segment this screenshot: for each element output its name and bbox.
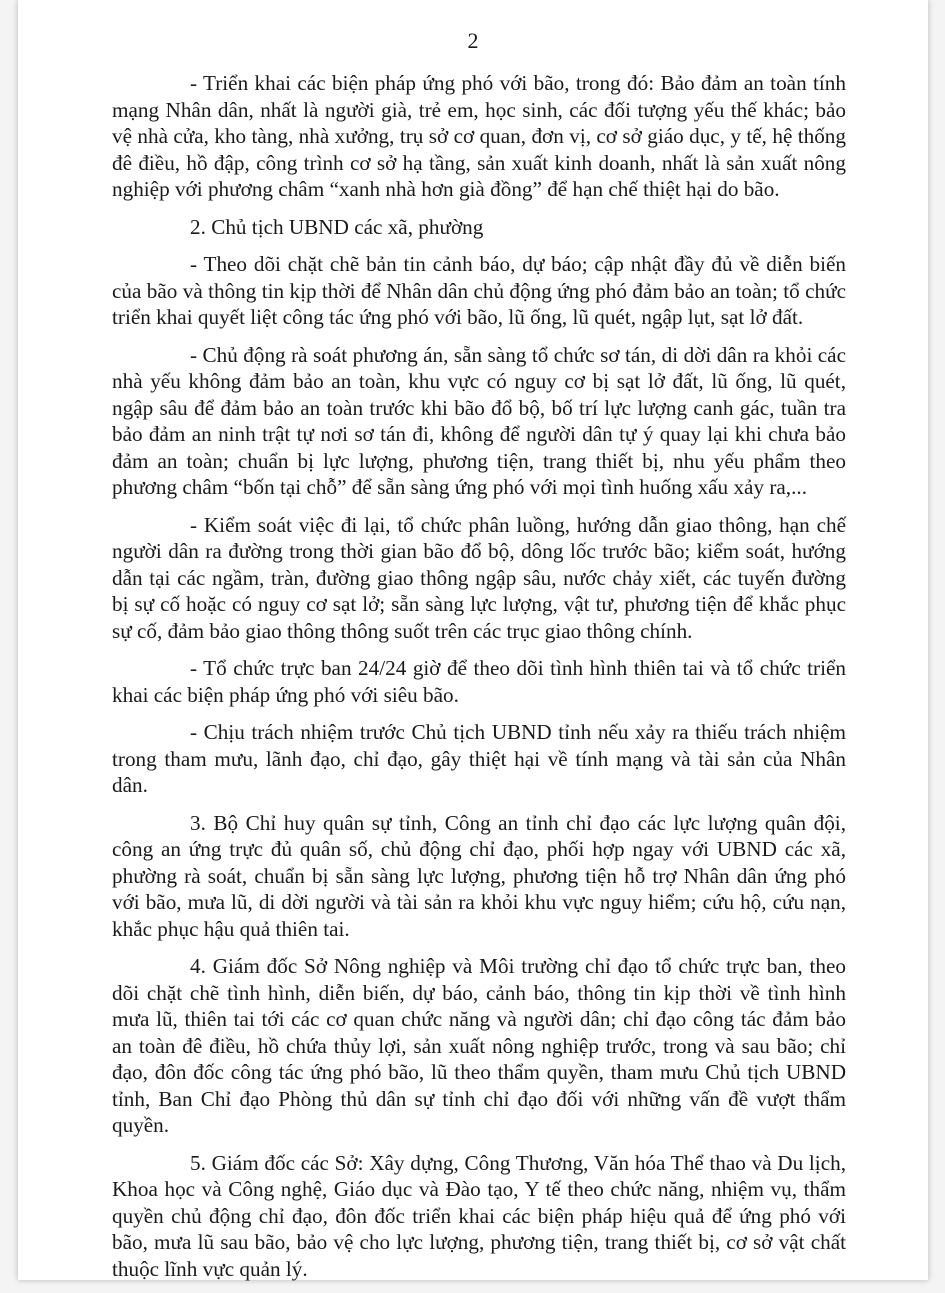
paragraph-traffic-control: - Kiểm soát việc đi lại, tổ chức phân luồng, hướng dẫn giao thông, hạn chế người dân ra đường trong thời gian bão đổ bộ, dông lốc trước bão; kiểm soát, hướng dẫn tại các ngầm, tràn, đường giao thông ngập sâu, nước chảy xiết, các tuyến đường bị sự cố hoặc có nguy cơ sạt lở; sẵn sàng lực lượng, vật tư, phương tiện để khắc phục sự cố, đảm bảo giao thông thông suốt trên các trục giao thông chính.: [112, 512, 846, 643]
paragraph-responsibility: - Chịu trách nhiệm trước Chủ tịch UBND tỉnh nếu xảy ra thiếu trách nhiệm trong tham mưu, lãnh đạo, chỉ đạo, gây thiệt hại về tính mạng và tài sản của Nhân dân.: [112, 720, 846, 797]
document-body: [112, 70, 846, 1293]
paragraph-storm-response-measures: - Triển khai các biện pháp ứng phó với bão, trong đó: Bảo đảm an toàn tính mạng Nhân dân, nhất là người già, trẻ em, học sinh, các đối tượng yếu thế khác; bảo vệ nhà cửa, kho tàng, nhà xưởng, trụ sở cơ quan, đơn vị, cơ sở giáo dục, y tế, hệ thống đê điều, hồ đập, công trình cơ sở hạ tầng, sản xuất kinh doanh, nhất là sản xuất nông nghiệp với phương châm “xanh nhà hơn già đồng” để hạn chế thiệt hại do bão.: [112, 71, 846, 201]
page-number: 2: [467, 28, 479, 53]
paragraph-evacuation-plan: - Chủ động rà soát phương án, sẵn sàng tổ chức sơ tán, di dời dân ra khỏi các nhà yếu không đảm bảo an toàn, khu vực có nguy cơ bị sạt lở đất, lũ ống, lũ quét, ngập sâu để đảm bảo an toàn trước khi bão đổ bộ, bố trí lực lượng canh gác, tuần tra bảo đảm an ninh trật tự nơi sơ tán đi, không để người dân tự ý quay lại khi chưa bảo đảm an toàn; chuẩn bị lực lượng, phương tiện, trang thiết bị, nhu yếu phẩm theo phương châm “bốn tại chỗ” để sẵn sàng ứng phó với mọi tình huống xấu xảy ra,...: [112, 342, 846, 499]
section-agriculture-environment: 4. Giám đốc Sở Nông nghiệp và Môi trường chỉ đạo tổ chức trực ban, theo dõi chặt chẽ tình hình, diễn biến, dự báo, cảnh báo, thông tin kịp thời về tình hình mưa lũ, thiên tai tới các cơ quan chức năng và người dân; chỉ đạo công tác đảm bảo an toàn đê điều, hồ chứa thủy lợi, sản xuất nông nghiệp trước, trong và sau bão; chỉ đạo, đôn đốc công tác ứng phó bão, lũ theo thẩm quyền, tham mưu Chủ tịch UBND tỉnh, Ban Chỉ đạo Phòng thủ dân sự tỉnh chỉ đạo đối với những vấn đề vượt thẩm quyền.: [112, 954, 846, 1137]
section-heading-commune-chairmen: 2. Chủ tịch UBND các xã, phường: [190, 214, 484, 239]
section-other-departments: 5. Giám đốc các Sở: Xây dựng, Công Thương, Văn hóa Thể thao và Du lịch, Khoa học và Công nghệ, Giáo dục và Đào tạo, Y tế theo chức năng, nhiệm vụ, thẩm quyền chủ động chỉ đạo, đôn đốc triển khai các biện pháp hiệu quả để ứng phó với bão, mưa lũ sau bão, bảo vệ cho lực lượng, phương tiện, trang thiết bị, cơ sở vật chất thuộc lĩnh vực quản lý.: [112, 1150, 846, 1281]
paragraph-monitor-forecasts: - Theo dõi chặt chẽ bản tin cảnh báo, dự báo; cập nhật đầy đủ về diễn biến của bão và thông tin kịp thời để Nhân dân chủ động ứng phó đảm bảo an toàn; tổ chức triển khai quyết liệt công tác ứng phó với bão, lũ ống, lũ quét, ngập lụt, sạt lở đất.: [112, 252, 846, 329]
section-military-police: 3. Bộ Chỉ huy quân sự tỉnh, Công an tỉnh chỉ đạo các lực lượng quân đội, công an ứng trực đủ quân số, chủ động chỉ đạo, phối hợp ngay với UBND các xã, phường rà soát, chuẩn bị sẵn sàng lực lượng, phương tiện hỗ trợ Nhân dân ứng phó với bão, mưa lũ, di dời người và tài sản ra khỏi khu vực nguy hiểm; cứu hộ, cứu nạn, khắc phục hậu quả thiên tai.: [112, 810, 846, 941]
paragraph-24h-duty: - Tổ chức trực ban 24/24 giờ để theo dõi tình hình thiên tai và tổ chức triển khai các biện pháp ứng phó với siêu bão.: [112, 656, 846, 707]
document-page: [18, 0, 928, 1280]
